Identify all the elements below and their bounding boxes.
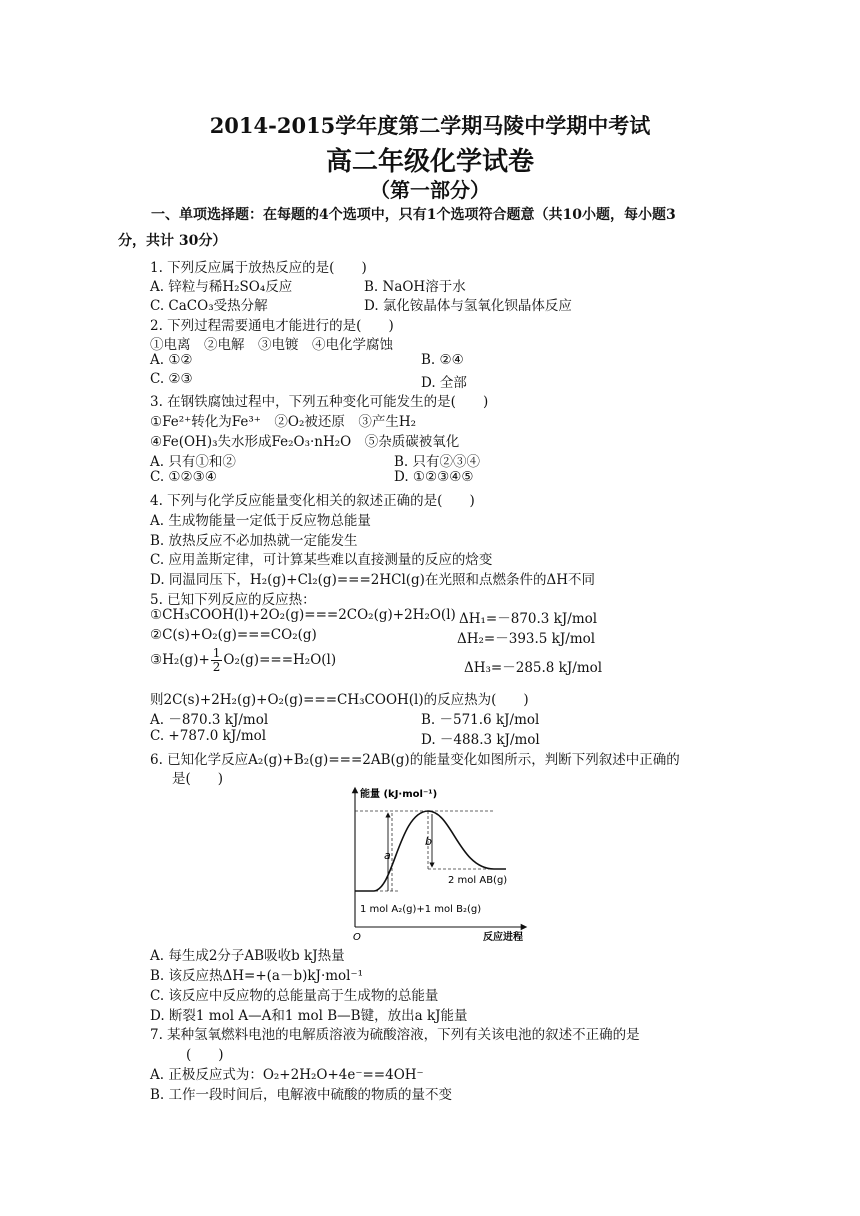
q7-stem-line1: 7. 某种氢氧燃料电池的电解质溶液为硫酸溶液，下列有关该电池的叙述不正确的是 [150,1027,640,1043]
q6-option-a: A. 每生成2分子AB吸收b kJ热量 [150,948,345,964]
q5-equation-3 [150,647,336,674]
section-heading-line2: 分，共计 30分） [118,233,227,249]
q6-option-b: B. 该反应热ΔH=+(a－b)kJ·mol⁻¹ [150,968,364,984]
part-label: （第一部分） [370,178,490,202]
q1-option-d: D. 氯化铵晶体与氢氧化钡晶体反应 [364,298,572,314]
q5-equation-3-part1: ③H₂(g)+ [150,652,210,668]
q6-option-d: D. 断裂1 mol A—A和1 mol B—B键，放出a kJ能量 [150,1008,468,1024]
q3-option-c: C. ①②③④ [150,469,217,485]
q2-option-d: D. 全部 [421,375,467,391]
exam-subtitle: 高二年级化学试卷 [325,147,534,177]
q4-option-c: C. 应用盖斯定律，可计算某些难以直接测量的反应的焓变 [150,552,493,568]
diagram-reactant-label: 1 mol A₂(g)+1 mol B₂(g) [360,904,482,915]
q6-stem-line2: 是( ) [172,771,224,787]
q2-stem: 2. 下列过程需要通电才能进行的是( ) [150,318,394,334]
diagram-x-label: 反应进程 [483,932,523,943]
diagram-origin: O [353,932,361,943]
q1-option-c: C. CaCO₃受热分解 [150,298,268,314]
q2-option-a: A. ①② [150,352,193,368]
q6-stem-line1: 6. 已知化学反应A₂(g)+B₂(g)===2AB(g)的能量变化如图所示，判断下列叙述中正确的 [150,752,680,768]
q1-option-a: A. 锌粒与稀H₂SO₄反应 [150,279,293,295]
exam-title: 2014-2015学年度第二学期马陵中学期中考试 [209,113,651,138]
q7-option-a: A. 正极反应式为：O₂+2H₂O+4e⁻==4OH⁻ [150,1067,424,1083]
q1-option-b: B. NaOH溶于水 [364,279,466,295]
q5-enthalpy-1: ΔH₁=－870.3 kJ/mol [459,611,598,627]
q7-option-b: B. 工作一段时间后，电解液中硫酸的物质的量不变 [150,1087,453,1103]
diagram-label-a: a [384,849,391,862]
q4-option-d: D. 同温同压下，H₂(g)+Cl₂(g)===2HCl(g)在光照和点燃条件的ΔH不同 [150,572,595,588]
diagram-y-label: 能量 (kJ·mol⁻¹) [360,789,438,800]
q6-option-c: C. 该反应中反应物的总能量高于生成物的总能量 [150,988,439,1004]
q2-items: ①电离 ②电解 ③电镀 ④电化学腐蚀 [150,337,393,353]
q3-option-b: B. 只有②③④ [394,454,481,470]
diagram-label-b: b [425,835,432,848]
section-heading-line1: 一、单项选择题：在每题的4个选项中，只有1个选项符合题意（共10小题，每小题3 [151,207,676,223]
q2-option-b: B. ②④ [421,352,464,368]
q5-question: 则2C(s)+2H₂(g)+O₂(g)===CH₃COOH(l)的反应热为( ) [150,692,529,708]
q5-option-b: B. －571.6 kJ/mol [421,712,540,728]
q2-option-c: C. ②③ [150,371,193,387]
q3-option-d: D. ①②③④⑤ [394,469,474,485]
q4-option-a: A. 生成物能量一定低于反应物总能量 [150,513,371,529]
q3-option-a: A. 只有①和② [150,454,236,470]
q5-equation-3-part2: O₂(g)===H₂O(l) [223,652,337,668]
q1-stem: 1. 下列反应属于放热反应的是( ) [150,260,367,276]
q5-equation-2: ②C(s)+O₂(g)===CO₂(g) [150,627,317,643]
fraction-numerator: 1 [212,646,221,660]
q5-enthalpy-3: ΔH₃=－285.8 kJ/mol [464,660,603,676]
energy-diagram [344,784,534,944]
half-fraction [211,647,223,674]
diagram-product-label: 2 mol AB(g) [448,875,508,886]
q3-items-2: ④Fe(OH)₃失水形成Fe₂O₃·nH₂O ⑤杂质碳被氧化 [150,434,460,450]
q3-stem: 3. 在钢铁腐蚀过程中，下列五种变化可能发生的是( ) [150,394,489,410]
q5-option-c: C. +787.0 kJ/mol [150,728,267,744]
q5-equation-1: ①CH₃COOH(l)+2O₂(g)===2CO₂(g)+2H₂O(l) [150,607,456,623]
q5-option-d: D. －488.3 kJ/mol [421,732,540,748]
q4-stem: 4. 下列与化学反应能量变化相关的叙述正确的是( ) [150,493,475,509]
fraction-denominator: 2 [212,660,221,674]
q3-items-1: ①Fe²⁺转化为Fe³⁺ ②O₂被还原 ③产生H₂ [150,414,417,430]
q5-stem: 5. 已知下列反应的反应热： [150,592,316,608]
q5-option-a: A. －870.3 kJ/mol [150,712,269,728]
q7-stem-line2: ( ) [186,1047,224,1063]
q4-option-b: B. 放热反应不必加热就一定能发生 [150,533,358,549]
q5-enthalpy-2: ΔH₂=－393.5 kJ/mol [457,631,596,647]
